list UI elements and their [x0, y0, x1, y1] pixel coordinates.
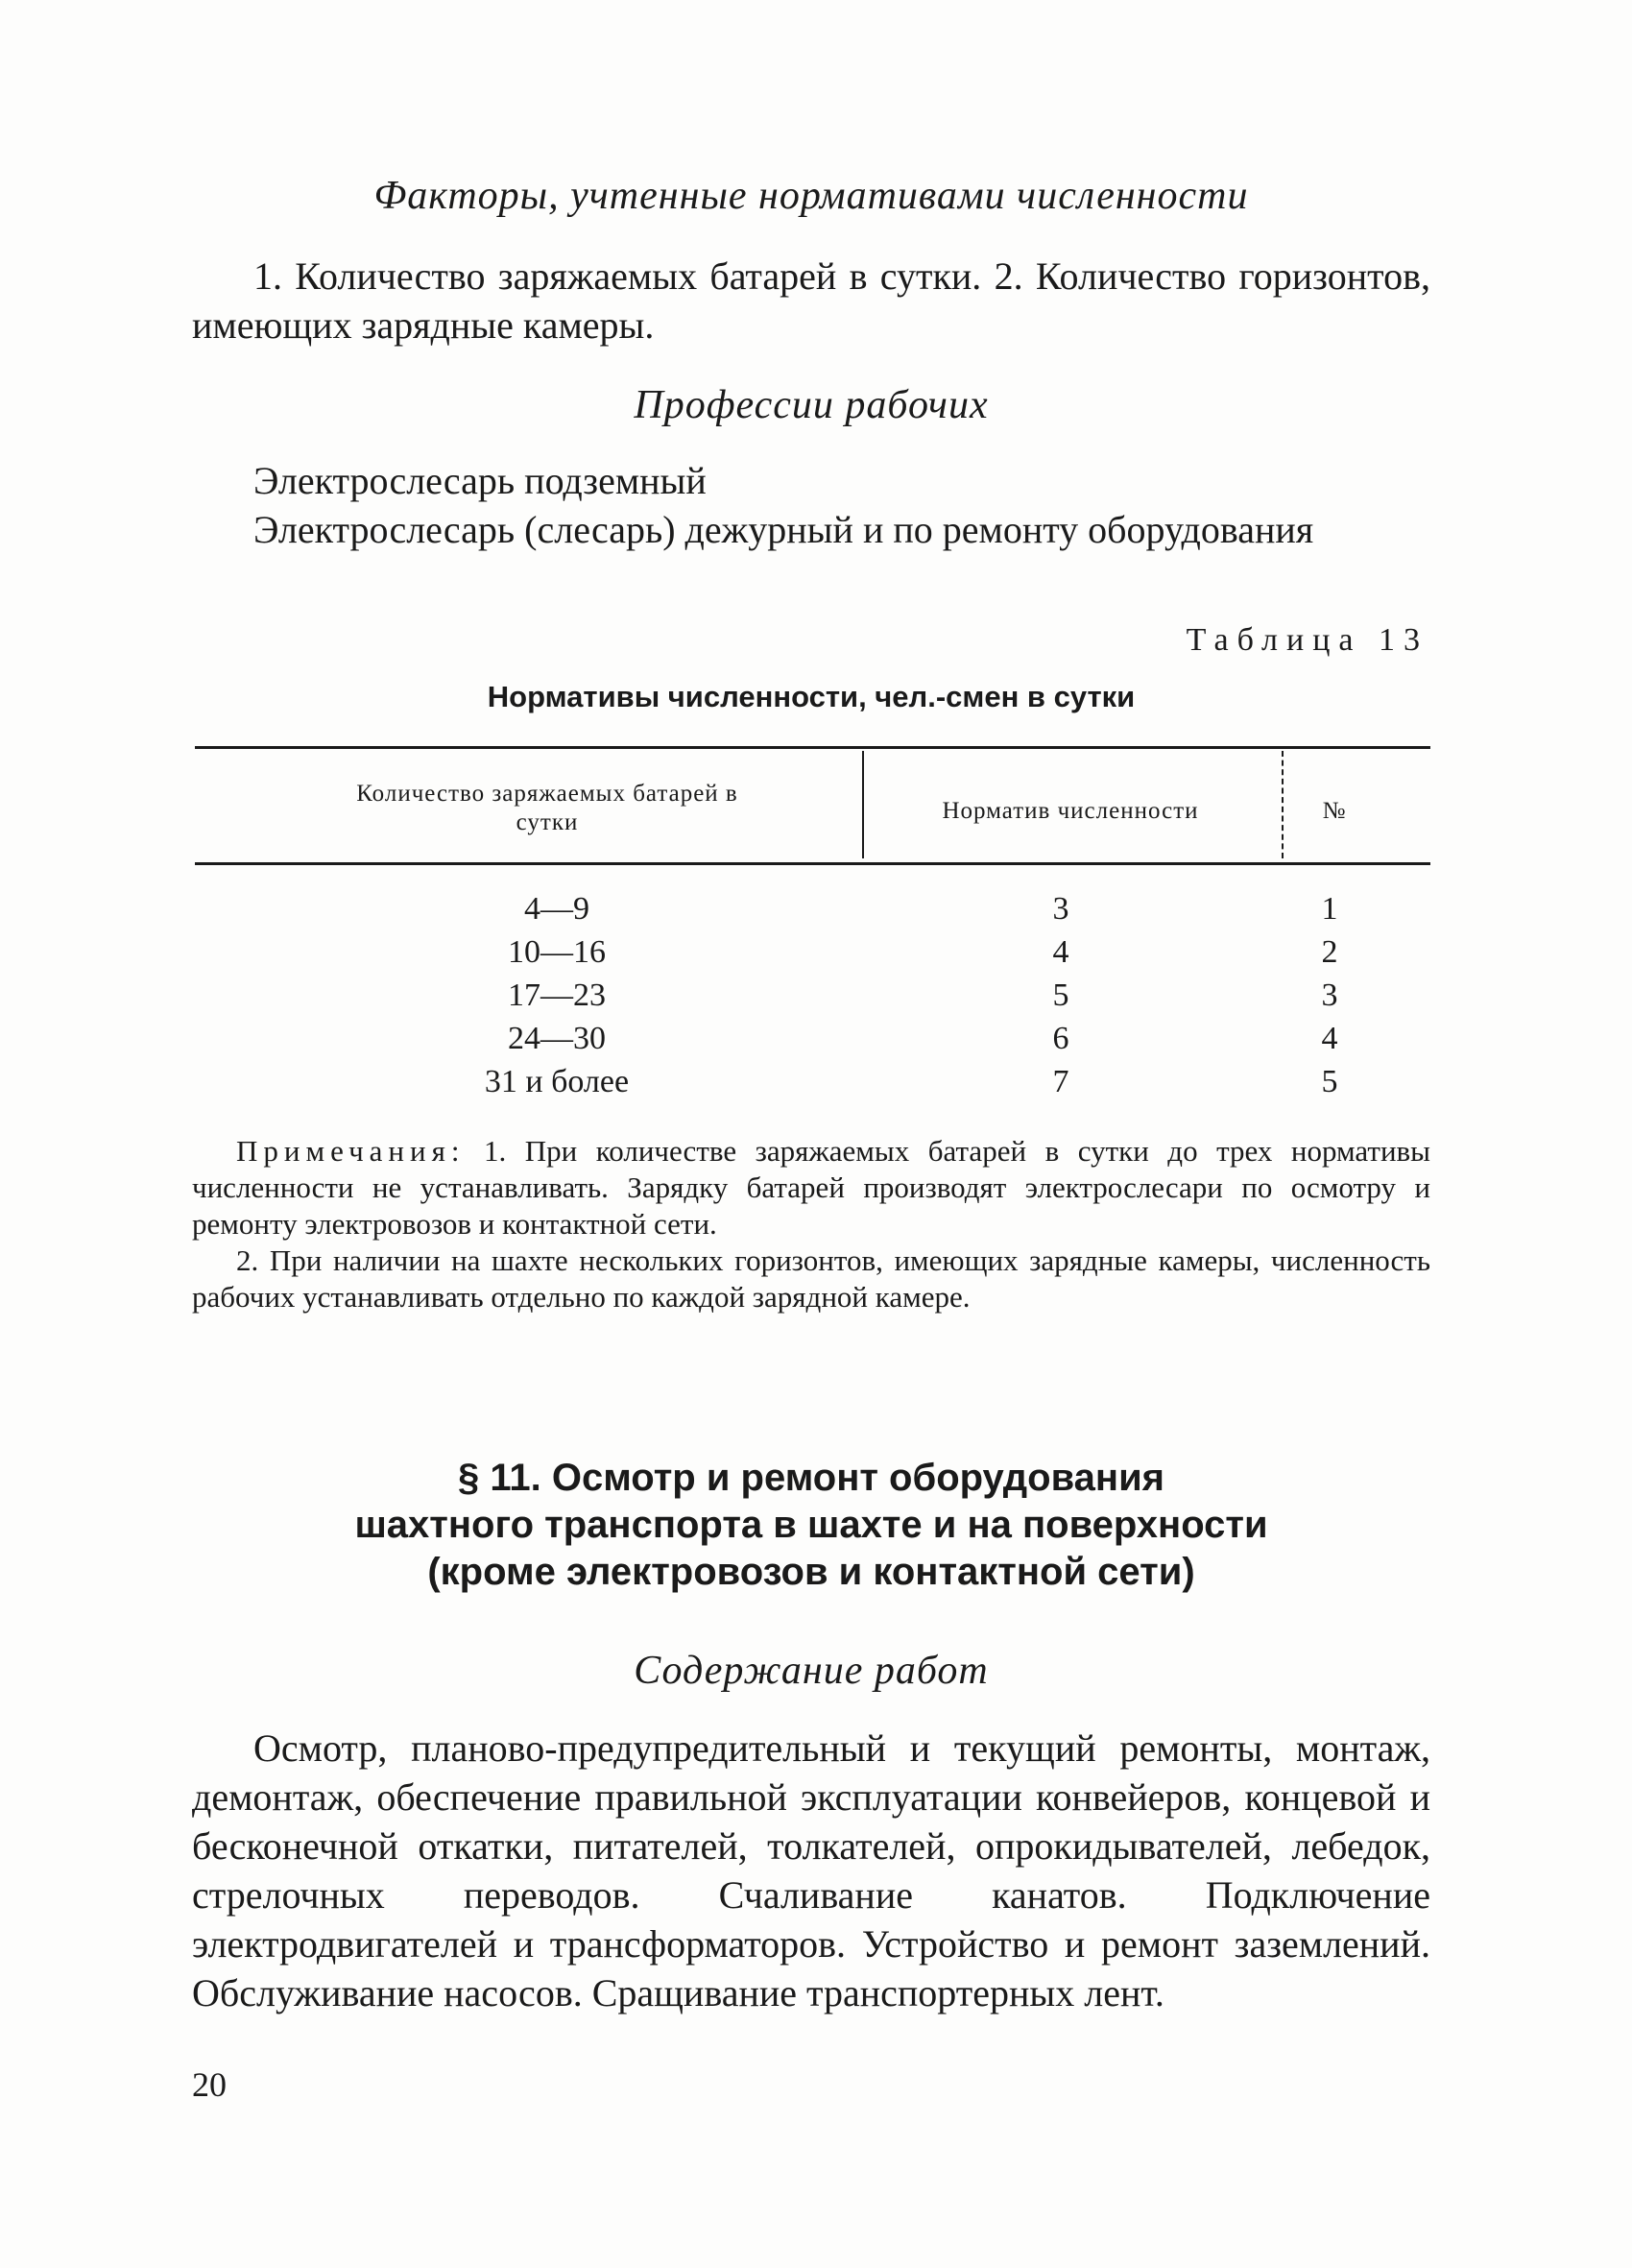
table-row [0, 1061, 1632, 1103]
section-title [192, 1455, 1430, 1596]
section-title-line-2: шахтного транспорта в шахте и на поверхности [354, 1504, 1268, 1546]
cell-norm: 5 [1052, 977, 1069, 1013]
table-row [0, 975, 1632, 1017]
cell-num: 5 [1321, 1064, 1338, 1099]
cell-num: 3 [1321, 977, 1338, 1013]
table-header-num: № [1322, 798, 1347, 824]
table-row [0, 1018, 1632, 1060]
works-content-heading: Содержание работ [634, 1649, 989, 1693]
professions-heading: Профессии рабочих [634, 383, 989, 427]
cell-norm: 7 [1052, 1064, 1069, 1099]
notes-label: Примечания: [236, 1134, 466, 1168]
table-row [0, 931, 1632, 974]
works-content-text: Осмотр, планово-предупредительный и текущий ремонты, монтаж, демонтаж, обеспечение правильной эксплуатации конвейеров, концевой и бесконечной откатки, питателей, толкателей, опрокидывателей, лебедок, стрелочных переводов. Счаливание канатов. Подключение электродвигателей и трансформаторов. Устройство и ремонт заземлений. Обслуживание насосов. Сращивание транспортерных лент. [192, 1726, 1430, 2015]
note-1-text: 1. При количестве заряжаемых батарей в сутки до трех нормативы численности не устанавливать. Зарядку батарей производят электрослесари по осмотру и ремонту электровозов и контактной сети. [192, 1134, 1430, 1241]
table-column-divider-2 [1282, 751, 1284, 858]
section-title-line-1: § 11. Осмотр и ремонт оборудования [457, 1457, 1165, 1499]
profession-line-1: Электрослесарь подземный [253, 459, 707, 502]
cell-norm: 3 [1052, 891, 1069, 927]
table-header-rule [195, 862, 1430, 865]
cell-count: 17—23 [508, 977, 606, 1013]
section-title-line-3: (кроме электровозов и контактной сети) [427, 1551, 1195, 1593]
cell-num: 4 [1321, 1021, 1338, 1056]
table-top-rule [195, 746, 1430, 749]
cell-norm: 6 [1052, 1021, 1069, 1056]
profession-line-2: Электрослесарь (слесарь) дежурный и по ремонту оборудования [253, 508, 1314, 551]
factors-heading: Факторы, учтенные нормативами численности [373, 174, 1249, 218]
cell-num: 1 [1321, 891, 1338, 927]
note-2: 2. При наличии на шахте нескольких горизонтов, имеющих зарядные камеры, численность рабочих устанавливать отдельно по каждой зарядной камере. [192, 1243, 1430, 1314]
table-header-norm: Норматив численности [942, 798, 1199, 824]
table-title: Нормативы численности, чел.-смен в сутки [487, 680, 1136, 713]
note-1 [192, 1133, 1430, 1243]
table-notes [192, 1133, 1430, 1315]
table-column-divider-1 [862, 751, 864, 858]
page-number: 20 [192, 2065, 227, 2104]
table-row [0, 888, 1632, 930]
cell-norm: 4 [1052, 934, 1069, 970]
table-label: Таблица 13 [1186, 622, 1428, 658]
cell-num: 2 [1321, 934, 1338, 970]
table-header-count: Количество заряжаемых батарей в сутки [356, 781, 738, 835]
cell-count: 4—9 [524, 891, 589, 927]
cell-count: 10—16 [508, 934, 606, 970]
cell-count: 31 и более [484, 1064, 630, 1099]
cell-count: 24—30 [508, 1021, 606, 1056]
factors-text: 1. Количество заряжаемых батарей в сутки. 2. Количество горизонтов, имеющих зарядные камеры. [192, 254, 1430, 347]
